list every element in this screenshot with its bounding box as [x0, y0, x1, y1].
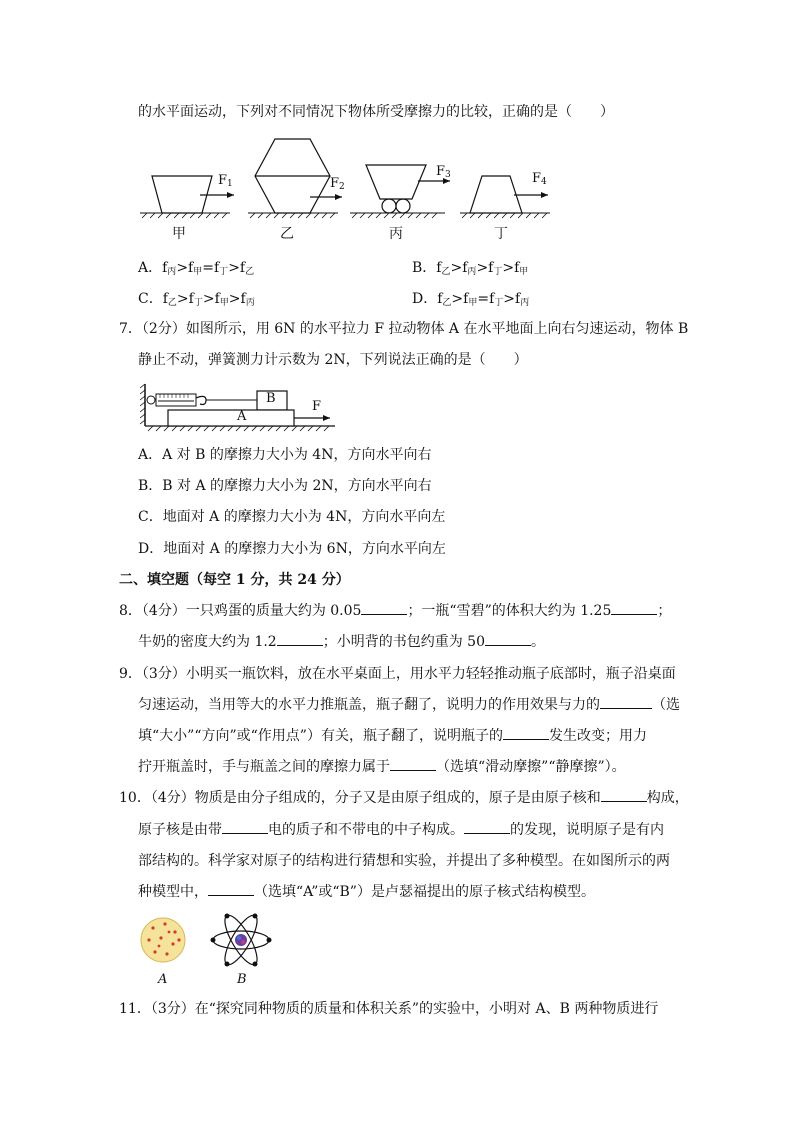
q10-line2: 原子核是由带 电的质子和不带电的中子构成。 的发现，说明原子是有内 — [138, 822, 664, 838]
force-label-f3: $F_3$ — [436, 164, 451, 180]
q7-stem-line2: 静止不动，弹簧测力计示数为 2N，下列说法正确的是（ ） — [138, 352, 528, 368]
q7-option-b[interactable]: B．B 对 A 的摩擦力大小为 2N，方向水平向右 — [138, 478, 432, 494]
label-yi: 乙 — [280, 226, 294, 242]
q7-stem-line1: 7．（2分）如图所示，用 6N 的水平拉力 F 拉动物体 A 在水平地面上向右匀速运动，物体 B — [119, 321, 689, 337]
answer-blank[interactable] — [464, 821, 510, 834]
block-a — [168, 410, 294, 426]
q7-option-c[interactable]: C．地面对 A 的摩擦力大小为 4N，方向水平向左 — [138, 509, 446, 525]
answer-blank[interactable] — [361, 602, 407, 615]
block-bing — [366, 165, 426, 199]
answer-blank[interactable] — [611, 602, 657, 615]
nucleus — [235, 934, 247, 946]
label-block-a: A — [237, 409, 247, 424]
q10-line1: 10．（4分）物质是由分子组成的，分子又是由原子组成的，原子是由原子核和 构成， — [119, 790, 689, 806]
answer-blank[interactable] — [485, 633, 531, 646]
wheel — [382, 199, 396, 213]
ground-hatch — [142, 213, 547, 218]
q9-line3: 填“大小”“方向”或“作用点”）有关，瓶子翻了，说明瓶子的 发生改变；用力 — [138, 728, 647, 744]
answer-blank[interactable] — [277, 633, 323, 646]
force-label-f2: $F_2$ — [330, 176, 345, 192]
q6-stem-tail: 的水平面运动，下列对不同情况下物体所受摩擦力的比较，正确的是（ ） — [138, 104, 614, 120]
q6-option-b[interactable]: B．$f_乙>f_丙>f_丁>f_甲$ — [412, 260, 529, 277]
scale-ring — [147, 396, 155, 404]
q7-option-d[interactable]: D．地面对 A 的摩擦力大小为 6N，方向水平向左 — [138, 541, 446, 557]
label-block-b: B — [266, 391, 276, 406]
answer-blank[interactable] — [503, 727, 549, 740]
label-jia: 甲 — [172, 226, 186, 242]
q6-option-c[interactable]: C．$f_乙>f_丁>f_甲>f_丙$ — [138, 291, 255, 308]
atom-label-b: B — [237, 972, 247, 987]
answer-blank[interactable] — [390, 758, 436, 771]
wheel — [396, 199, 410, 213]
answer-blank[interactable] — [222, 821, 268, 834]
force-label-f1: $F_1$ — [218, 173, 233, 189]
section-title-fill-in: 二、填空题（每空 1 分，共 24 分） — [119, 572, 350, 588]
q11-line1: 11．（3分）在“探究同种物质的质量和体积关系”的实验中，小明对 A、B 两种物质进行 — [119, 1001, 659, 1017]
answer-blank[interactable] — [600, 696, 652, 709]
q10-line4: 种模型中， （选填“A”或“B”）是卢瑟福提出的原子核式结构模型。 — [138, 884, 595, 900]
label-force-f: F — [312, 399, 322, 414]
q6-option-d[interactable]: D．$f_乙>f_甲=f_丁>f_丙$ — [412, 291, 530, 308]
q9-line1: 9．（3分）小明买一瓶饮料，放在水平桌面上，用水平力轻轻推动瓶子底部时，瓶子沿桌面 — [119, 666, 676, 682]
q7-spring-figure — [140, 380, 340, 436]
force-label-f4: $F_4$ — [532, 171, 547, 187]
q8-line1: 8．（4分）一只鸡蛋的质量大约为 0.05 ；一瓶“雪碧”的体积大约为 1.25 ； — [119, 603, 672, 619]
answer-blank[interactable] — [601, 789, 647, 802]
q9-line2: 匀速运动，当用等大的水平力推瓶盖，瓶子翻了，说明力的作用效果与力的 （选 — [138, 697, 680, 713]
atom-models-figure — [135, 910, 285, 980]
label-ding: 丁 — [494, 226, 508, 242]
q8-line2: 牛奶的密度大约为 1.2 ；小明背的书包约重为 50 。 — [138, 634, 545, 650]
label-bing: 丙 — [389, 226, 403, 242]
q9-line4: 拧开瓶盖时，手与瓶盖之间的摩擦力属于 （选填“滑动摩擦”“静摩擦”）。 — [138, 759, 626, 775]
q10-line3: 部结构的。科学家对原子的结构进行猜想和实验，并提出了多种模型。在如图所示的两 — [138, 853, 670, 869]
q6-option-a[interactable]: A．$f_丙>f_甲=f_丁>f_乙$ — [138, 260, 255, 277]
atom-label-a: A — [158, 972, 168, 987]
q7-option-a[interactable]: A．A 对 B 的摩擦力大小为 4N，方向水平向右 — [138, 447, 432, 463]
answer-blank[interactable] — [208, 883, 254, 896]
